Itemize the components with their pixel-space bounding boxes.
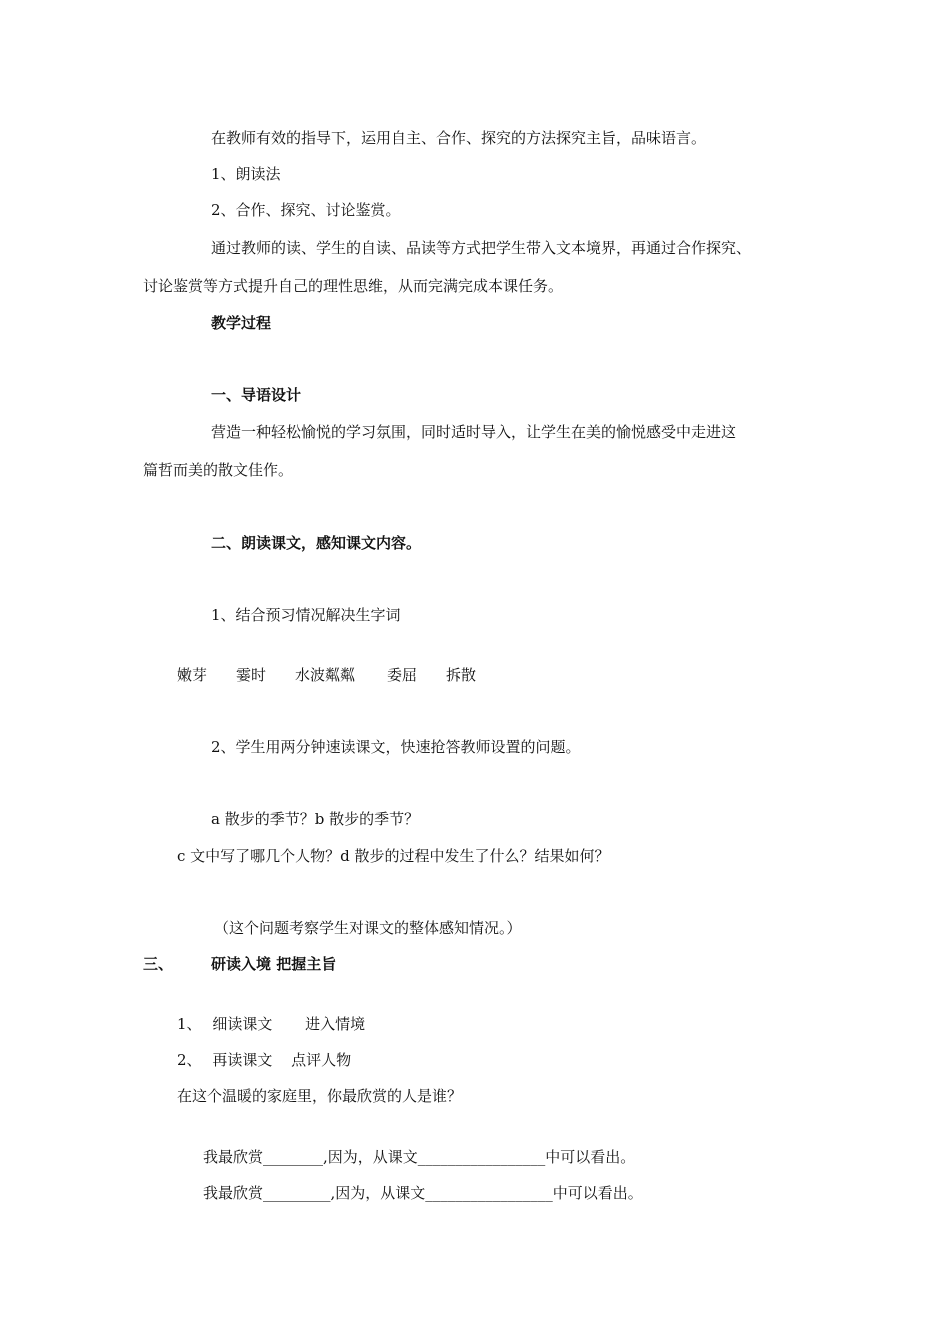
item-extra: 进入情境	[305, 1015, 366, 1033]
section-2-heading: 二、朗读课文，感知课文内容。	[211, 534, 422, 552]
method-paragraph-line-1: 通过教师的读、学生的自读、品读等方式把学生带入文本境界，再通过合作探究、	[211, 239, 752, 257]
section-1-heading: 一、导语设计	[211, 386, 302, 404]
item-text: 再读课文	[212, 1051, 273, 1069]
section-1-line-1: 营造一种轻松愉悦的学习氛围，同时适时导入，让学生在美的愉悦感受中走进这	[211, 423, 737, 441]
vocab-word: 水波粼粼	[295, 666, 356, 684]
vocab-word: 霎时	[236, 666, 267, 684]
vocab-word: 委屈	[387, 666, 418, 684]
fill-in-line-2: 我最欣赏_________,因为，从课文_________________中可以看出。	[203, 1184, 643, 1202]
section-1-line-2: 篇哲而美的散文佳作。	[143, 461, 294, 479]
vocab-list	[177, 665, 476, 685]
section-3-number: 三、	[143, 955, 174, 973]
section-3-title: 研读入境 把握主旨	[211, 955, 337, 973]
fill-in-line-1: 我最欣赏________,因为，从课文_________________中可以看出。	[203, 1148, 636, 1166]
question-ab: a 散步的季节？b 散步的季节？	[211, 810, 420, 828]
method-item-2: 2、合作、探究、讨论鉴赏。	[211, 201, 401, 219]
vocab-word: 拆散	[446, 666, 477, 684]
item-number: 2、	[177, 1051, 202, 1069]
method-item-1: 1、朗读法	[211, 165, 281, 183]
method-intro: 在教师有效的指导下，运用自主、合作、探究的方法探究主旨，品味语言。	[211, 129, 707, 147]
process-title: 教学过程	[211, 314, 272, 332]
section-2-item-2: 2、学生用两分钟速读课文，快速抢答教师设置的问题。	[211, 738, 581, 756]
vocab-word: 嫩芽	[177, 666, 208, 684]
method-paragraph-line-2: 讨论鉴赏等方式提升自己的理性思维，从而完满完成本课任务。	[143, 277, 564, 295]
section-3-item-1	[177, 1014, 365, 1034]
section-3-item-2	[177, 1050, 351, 1070]
section-3-question: 在这个温暖的家庭里，你最欣赏的人是谁？	[177, 1087, 463, 1105]
section-2-note: （这个问题考察学生对课文的整体感知情况。）	[214, 919, 522, 937]
question-cd: c 文中写了哪几个人物？d 散步的过程中发生了什么？结果如何？	[177, 847, 610, 865]
item-extra: 点评人物	[291, 1051, 352, 1069]
item-number: 1、	[177, 1015, 202, 1033]
section-2-item-1: 1、结合预习情况解决生字词	[211, 606, 401, 624]
item-text: 细读课文	[212, 1015, 273, 1033]
